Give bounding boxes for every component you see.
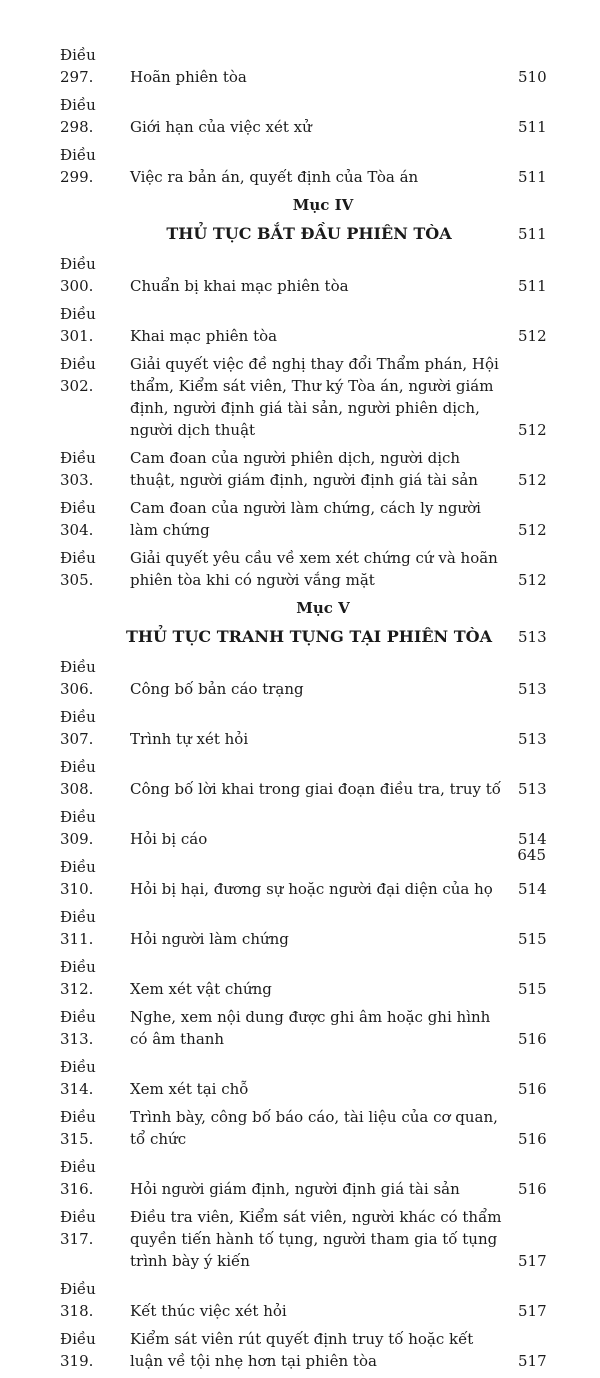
section-title: THỦ TỤC TRANH TỤNG TẠI PHIÊN TÒA — [125, 627, 492, 646]
toc-entry — [60, 94, 546, 138]
article-title: Giải quyết yêu cầu về xem xét chứng cứ và hoãn phiên tòa khi có người vắng mặt — [130, 549, 498, 589]
article-number: Điều 314. — [60, 1058, 96, 1098]
article-number: Điều 315. — [60, 1108, 96, 1148]
article-title: Hỏi người làm chứng — [130, 930, 289, 948]
article-page: 511 — [518, 277, 547, 295]
article-number: Điều 299. — [60, 146, 96, 186]
toc-entry — [60, 956, 546, 1000]
article-title: Trình tự xét hỏi — [130, 730, 249, 748]
toc-entry — [60, 253, 546, 297]
article-title: Việc ra bản án, quyết định của Tòa án — [130, 168, 419, 186]
article-page: 510 — [518, 68, 547, 86]
article-number: Điều 307. — [60, 708, 96, 748]
toc-list — [60, 44, 546, 1378]
article-number: Điều 304. — [60, 499, 96, 539]
article-number: Điều 298. — [60, 96, 96, 136]
article-page: 513 — [518, 680, 547, 698]
article-number: Điều 303. — [60, 449, 96, 489]
article-title: Chuẩn bị khai mạc phiên tòa — [130, 277, 349, 295]
section-label: Mục IV — [292, 196, 354, 214]
toc-entry — [60, 1156, 546, 1200]
article-page: 512 — [518, 521, 547, 539]
section-page: 513 — [518, 628, 547, 646]
article-number: Điều 308. — [60, 758, 96, 798]
article-page: 514 — [518, 880, 547, 898]
article-title: Giải quyết việc đề nghị thay đổi Thẩm phán, Hội thẩm, Kiểm sát viên, Thư ký Tòa án, người giám định, người định giá tài sản, người phiên dịch, người dịch thuật — [130, 355, 499, 439]
article-page: 517 — [518, 1302, 547, 1320]
article-page: 512 — [518, 471, 547, 489]
article-number: Điều 297. — [60, 46, 96, 86]
section-label: Mục V — [296, 599, 350, 617]
toc-group-2 — [60, 253, 546, 591]
toc-group-1 — [60, 44, 546, 188]
article-page: 512 — [518, 421, 547, 439]
article-title: Công bố bản cáo trạng — [130, 680, 304, 698]
article-number: Điều 300. — [60, 255, 96, 295]
section-heading — [60, 223, 546, 245]
article-page: 516 — [518, 1030, 547, 1048]
article-number: Điều 310. — [60, 858, 96, 898]
article-title: Hỏi bị cáo — [130, 830, 208, 848]
article-page: 511 — [518, 168, 547, 186]
article-title: Cam đoan của người phiên dịch, người dịch thuật, người giám định, người định giá tài sản — [130, 449, 478, 489]
article-number: Điều 313. — [60, 1008, 96, 1048]
article-title: Kiểm sát viên rút quyết định truy tố hoặc kết luận về tội nhẹ hơn tại phiên tòa — [130, 1330, 474, 1370]
article-number: Điều 318. — [60, 1280, 96, 1320]
article-title: Kết thúc việc xét hỏi — [130, 1302, 287, 1320]
article-number: Điều 312. — [60, 958, 96, 998]
toc-entry — [60, 806, 546, 850]
toc-entry — [60, 547, 546, 591]
article-number: Điều 302. — [60, 355, 96, 395]
article-page: 516 — [518, 1130, 547, 1148]
article-title: Trình bày, công bố báo cáo, tài liệu của cơ quan, tổ chức — [130, 1108, 498, 1148]
article-title: Xem xét vật chứng — [130, 980, 272, 998]
article-page: 514 — [518, 830, 547, 848]
toc-entry — [60, 756, 546, 800]
article-number: Điều 316. — [60, 1158, 96, 1198]
article-page: 513 — [518, 730, 547, 748]
article-number: Điều 306. — [60, 658, 96, 698]
article-page: 516 — [518, 1080, 547, 1098]
toc-entry — [60, 906, 546, 950]
toc-entry — [60, 447, 546, 491]
page-number: 645 — [517, 846, 546, 864]
toc-group-3 — [60, 656, 546, 1372]
toc-entry — [60, 1006, 546, 1050]
article-title: Giới hạn của việc xét xử — [130, 118, 312, 136]
toc-entry — [60, 656, 546, 700]
article-number: Điều 311. — [60, 908, 96, 948]
article-number: Điều 301. — [60, 305, 96, 345]
article-title: Nghe, xem nội dung được ghi âm hoặc ghi hình có âm thanh — [130, 1008, 491, 1048]
toc-entry — [60, 706, 546, 750]
article-title: Điều tra viên, Kiểm sát viên, người khác có thẩm quyền tiến hành tố tụng, người tham gia tố tụng trình bày ý kiến — [130, 1208, 502, 1270]
article-page: 517 — [518, 1352, 547, 1370]
article-title: Hoãn phiên tòa — [130, 68, 247, 86]
toc-entry — [60, 856, 546, 900]
toc-entry — [60, 44, 546, 88]
article-number: Điều 317. — [60, 1208, 96, 1248]
toc-entry — [60, 1278, 546, 1322]
article-page: 515 — [518, 980, 547, 998]
toc-entry — [60, 1106, 546, 1150]
article-title: Xem xét tại chỗ — [130, 1080, 249, 1098]
article-title: Công bố lời khai trong giai đoạn điều tra, truy tố — [130, 780, 501, 798]
article-page: 512 — [518, 327, 547, 345]
toc-entry — [60, 353, 546, 441]
article-page: 513 — [518, 780, 547, 798]
article-page: 515 — [518, 930, 547, 948]
toc-entry — [60, 1206, 546, 1272]
toc-entry — [60, 1328, 546, 1372]
toc-entry — [60, 303, 546, 347]
section-page: 511 — [518, 225, 547, 243]
article-number: Điều 309. — [60, 808, 96, 848]
article-number: Điều 305. — [60, 549, 96, 589]
article-title: Cam đoan của người làm chứng, cách ly người làm chứng — [130, 499, 481, 539]
toc-entry — [60, 497, 546, 541]
article-page: 512 — [518, 571, 547, 589]
toc-entry — [60, 144, 546, 188]
article-page: 511 — [518, 118, 547, 136]
section-title: THỦ TỤC BẮT ĐẦU PHIÊN TÒA — [166, 224, 452, 243]
article-title: Hỏi bị hại, đương sự hoặc người đại diện của họ — [130, 880, 493, 898]
article-number: Điều 319. — [60, 1330, 96, 1370]
article-page: 517 — [518, 1252, 547, 1270]
article-page: 516 — [518, 1180, 547, 1198]
article-title: Hỏi người giám định, người định giá tài sản — [130, 1180, 460, 1198]
section-heading — [60, 626, 546, 648]
toc-entry — [60, 1056, 546, 1100]
article-title: Khai mạc phiên tòa — [130, 327, 278, 345]
